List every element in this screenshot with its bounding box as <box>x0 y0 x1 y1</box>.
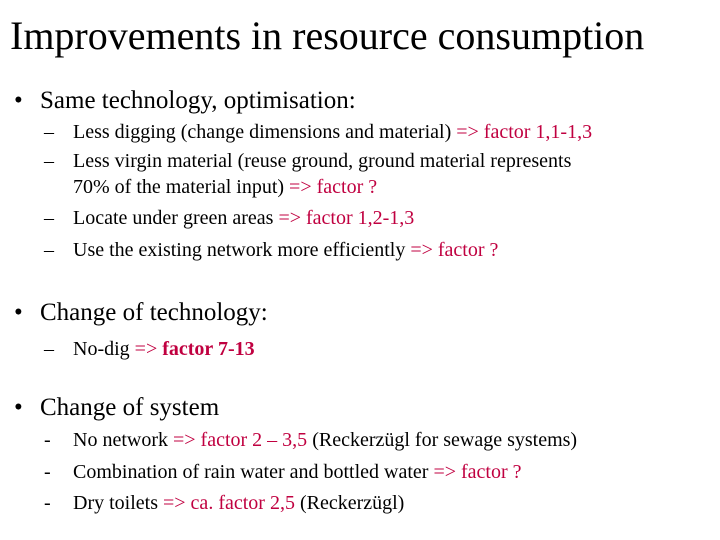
section-heading: Change of technology: <box>40 299 268 326</box>
list-item-no-network <box>44 428 577 452</box>
item-source: (Reckerzügl for sewage systems) <box>312 429 578 451</box>
item-text: Less virgin material (reuse ground, ground material represents <box>73 150 572 172</box>
item-factor: => factor ? <box>289 176 378 198</box>
dash-icon: - <box>44 429 51 451</box>
item-text: Less digging (change dimensions and material) <box>73 121 452 143</box>
item-text-continued: 70% of the material input) <box>73 176 285 198</box>
slide-title: Improvements in resource consumption <box>10 13 645 58</box>
bullet-icon: • <box>14 299 23 326</box>
bullet-icon: • <box>14 394 23 421</box>
list-item-rain-water <box>44 460 522 484</box>
item-factor: => factor 1,2-1,3 <box>278 207 415 229</box>
item-factor: factor 7-13 <box>162 338 255 360</box>
item-factor: => factor ? <box>433 461 522 483</box>
bullet-change-system <box>14 393 219 423</box>
dash-icon: - <box>44 461 51 483</box>
dash-icon: – <box>44 239 54 261</box>
item-factor: => factor ? <box>410 239 499 261</box>
bullet-change-technology <box>14 298 268 328</box>
section-heading: Same technology, optimisation: <box>40 87 356 114</box>
item-text: Use the existing network more efficiently <box>73 239 406 261</box>
dash-icon: – <box>44 150 54 172</box>
list-item-existing-network <box>44 238 498 262</box>
dash-icon: – <box>44 338 54 360</box>
item-arrow: => <box>134 338 158 360</box>
item-text: Locate under green areas <box>73 207 274 229</box>
list-item-less-virgin-material <box>44 149 571 173</box>
list-item-green-areas <box>44 206 414 230</box>
item-text: Dry toilets <box>73 492 158 514</box>
list-item-less-virgin-material-cont <box>73 175 377 199</box>
dash-icon: – <box>44 121 54 143</box>
item-text: Combination of rain water and bottled water <box>73 461 429 483</box>
bullet-same-technology <box>14 86 356 116</box>
item-factor: => ca. factor 2,5 <box>163 492 295 514</box>
item-factor: => factor 2 – 3,5 <box>172 429 308 451</box>
item-text: No network <box>73 429 168 451</box>
list-item-dry-toilets <box>44 491 404 515</box>
dash-icon: - <box>44 492 51 514</box>
item-factor: => factor 1,1-1,3 <box>456 121 593 143</box>
item-source: (Reckerzügl) <box>299 492 405 514</box>
list-item-less-digging <box>44 120 592 144</box>
item-text: No-dig <box>73 338 130 360</box>
section-heading: Change of system <box>40 394 220 421</box>
list-item-no-dig <box>44 337 255 361</box>
bullet-icon: • <box>14 87 23 114</box>
dash-icon: – <box>44 207 54 229</box>
